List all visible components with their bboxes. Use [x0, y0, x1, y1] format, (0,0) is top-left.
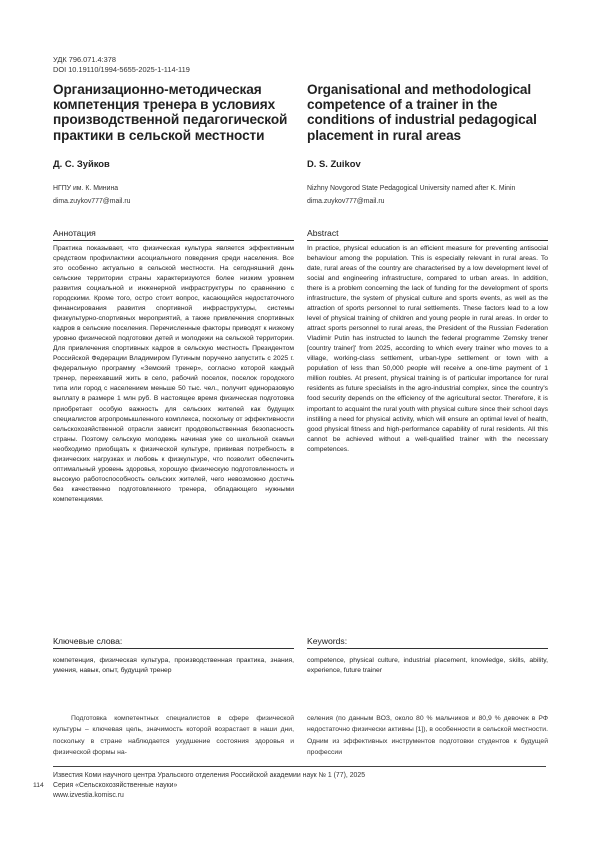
footer-divider: [53, 766, 546, 767]
email-en[interactable]: dima.zuykov777@mail.ru: [307, 196, 553, 209]
abstract-text-en: In practice, physical education is an efficient measure for preventing antisocial behaviour among the population. This is especially relevant in rural areas. To date, rural areas of the country are characterised by a low development level of social and engineering infrastructure, compared to urban areas. In addition, there is a problem concerning the lack of funding for the development of sports infrastructure, the system of physical culture and sports events, as well as the attraction of sports personnel to rural settlements. These factors lead to a low level of physical training of children and young people in rural areas. In order to attract sports personnel to rural areas, the President of the Russian Federation Vladimir Putin has instructed to launch the federal programme 'Zemsky trener [country trainer]' from 2025, according to which every trainer who moves to a village, working-class settlement, urban-type settlement or town with a population of less than 50,000 people will receive a one-time payment of 1 million roubles. At present, physical training is of particular importance for rural residents as future specialists in the agro-industrial complex, since the country's food security depends on the efficiency of the agricultural sector. Therefore, it is important to acquaint the rural youth with physical culture since their school days instilling a need for physical activity, which will ensure an optimal level of health, good physical fitness and high-performance capability of rural residents. All this cannot be achieved without a well-qualified trainer with the necessary competences.: [307, 244, 548, 455]
journal-website[interactable]: www.izvestia.komisc.ru: [53, 791, 365, 801]
udk-doi-block: [53, 55, 190, 75]
keywords-text-en: competence, physical culture, industrial placement, knowledge, skills, ability, experience, future trainer: [307, 656, 548, 676]
footer-block: [53, 771, 365, 802]
abstract-heading-ru: Аннотация: [53, 228, 294, 241]
author-en: D. S. Zuikov: [307, 158, 361, 169]
doi: DOI 10.19110/1994-5655-2025-1-114-119: [53, 65, 190, 75]
affiliation-block-ru: [53, 183, 299, 208]
keywords-heading-en: Keywords:: [307, 636, 548, 649]
author-ru: Д. С. Зуйков: [53, 158, 110, 169]
abstract-heading-en: Abstract: [307, 228, 548, 241]
affiliation-block-en: [307, 183, 553, 208]
udk-code: УДК 796.071.4:378: [53, 55, 190, 65]
keywords-text-ru: компетенция, физическая культура, производственная практика, знания, умения, навык, опыт, будущий тренер: [53, 656, 294, 676]
title-ru: Организационно-методическая компетенция тренера в условиях производственной педагогической практики в сельской местности: [53, 82, 299, 143]
keywords-heading-ru: Ключевые слова:: [53, 636, 294, 649]
email-ru[interactable]: dima.zuykov777@mail.ru: [53, 196, 299, 209]
journal-name: Известия Коми научного центра Уральского отделения Российской академии наук № 1 (77), 2025: [53, 771, 365, 781]
title-en: Organisational and methodological competence of a trainer in the conditions of industrial pedagogical placement in rural areas: [307, 82, 553, 143]
body-paragraph-left: Подготовка компетентных специалистов в сфере физической культуры – ключевая цель, значимость которой возрастает в наши дни, поскольку в стране наблюдается ухудшение состояния здоровья и физической формы на-: [53, 713, 294, 759]
page-number: 114: [33, 782, 44, 789]
body-paragraph-right: селения (по данным ВОЗ, около 80 % мальчиков и 80,9 % девочек в РФ недостаточно физически активны [1]), в особенности в сельской местности. Одним из эффективных инструментов подготовки студентов к будущей профессии: [307, 713, 548, 759]
affiliation-en: Nizhny Novgorod State Pedagogical University named after K. Minin: [307, 183, 553, 196]
abstract-text-ru: Практика показывает, что физическая культура является эффективным средством профилактики асоциального поведения среди населения. Все это особенно актуально в сельской местности. На сегодняшний день сельские территории страны характеризуются более низким уровнем развития социальной и инженерной инфраструктуры по сравнению с городскими. Кроме того, остро стоит вопрос, касающийся недостаточного финансирования развития спортивной инфраструктуры, системы физкультурно-спортивных мероприятий, а также привлечения спортивных кадров в сельские поселения. Перечисленные факторы приводят к низкому уровню физической подготовки детей и молодежи на сельской территории. Для привлечения спортивных кадров в сельскую местность Президентом Российской Федерации Владимиром Путиным поручено запустить с 2025 г. федеральную программу «Земский тренер», согласно которой каждый тренер, переехавший жить в село, рабочий поселок, поселок городского типа или город с населением меньше 50 тыс. чел., получит единоразовую выплату в размере 1 млн руб. В настоящее время физическая подготовка приобретает особую важность для сельских жителей как будущих специалистов агропромышленного комплекса, поскольку от эффективности сельскохозяйственной отрасли зависит продовольственная безопасность страны. Поэтому сельскую молодежь начиная уже со школьной скамьи необходимо приобщать к физической культуре, прививая потребность в физических нагрузках и любовь к физкультуре, что позволит обеспечить оптимальный уровень здоровья, хорошую физическую подготовленность и высокую работоспособность сельских жителей, чего невозможно достичь без качественно подготовленного тренера, обладающего нужными компетенциями.: [53, 244, 294, 505]
journal-series: Серия «Сельскохозяйственные науки»: [53, 781, 365, 791]
affiliation-ru: НГПУ им. К. Минина: [53, 183, 299, 196]
